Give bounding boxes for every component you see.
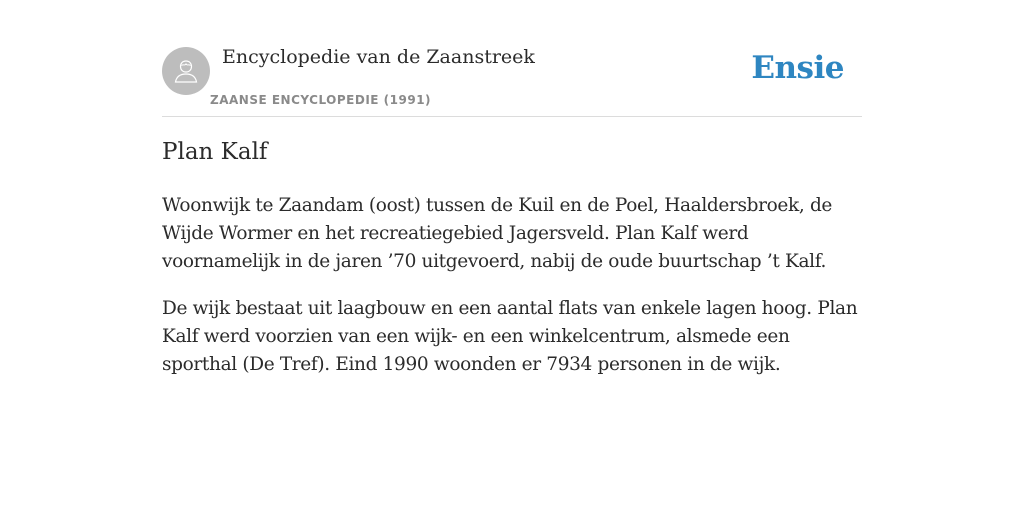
entry-paragraph: Woonwijk te Zaandam (oost) tussen de Kuil en de Poel, Haaldersbroek, de Wijde Wormer en het recreatiegebied Jagersveld. Plan Kalf werd voornamelijk in de jaren ’70 uitgevoerd, nabij de oude buurtschap ’t Kalf. xyxy=(162,195,833,272)
ensie-logo[interactable]: Ensie xyxy=(751,50,844,86)
source-title[interactable]: Encyclopedie van de Zaanstreek xyxy=(222,46,535,68)
source-header xyxy=(162,0,862,117)
user-icon xyxy=(172,57,200,85)
entry-card xyxy=(162,0,862,512)
source-subtitle: ZAANSE ENCYCLOPEDIE (1991) xyxy=(210,93,432,107)
entry-paragraph: De wijk bestaat uit laagbouw en een aantal flats van enkele lagen hoog. Plan Kalf werd voorzien van een wijk- en een winkelcentrum, alsmede een sporthal (De Tref). Eind 1990 woonden er 7934 personen in de wijk. xyxy=(162,298,858,375)
entry-title: Plan Kalf xyxy=(162,139,268,165)
source-avatar[interactable] xyxy=(162,47,210,95)
